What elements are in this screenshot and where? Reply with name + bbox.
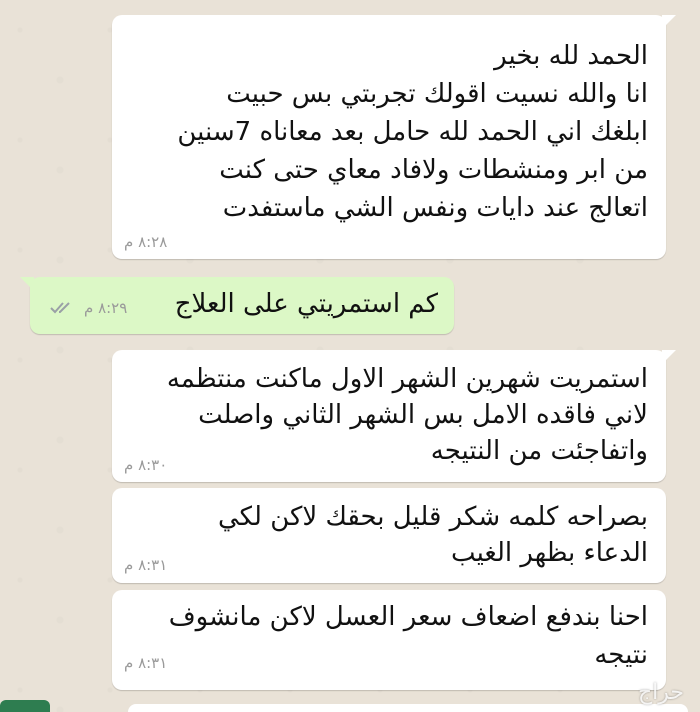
message-line: استمريت شهرين الشهر الاول ماكنت منتظمه (166, 364, 648, 394)
message-line: الدعاء بظهر الغيب (451, 538, 648, 568)
message-line: احنا بندفع اضعاف سعر العسل لاكن مانشوف (168, 602, 648, 632)
watermark-logo: حراج (637, 680, 684, 705)
message-line: اتعالج عند دايات ونفس الشي ماستفدت (222, 193, 648, 223)
bubble-tail (662, 350, 676, 364)
message-line: الحمد لله بخير (494, 41, 648, 71)
message-bubble-outgoing[interactable] (30, 277, 454, 334)
message-line: لاني فاقده الامل بس الشهر الثاني واصلت (198, 400, 648, 430)
message-timestamp: ٨:٢٩ م (84, 299, 128, 317)
next-message-bubble-incoming-partial[interactable] (128, 704, 688, 712)
message-line: نتيجه (594, 640, 648, 670)
message-bubble-incoming[interactable] (112, 488, 666, 583)
message-line: ابلغك اني الحمد لله حامل بعد معاناه 7سنين (177, 117, 648, 147)
message-timestamp: ٨:٣١ م (124, 556, 168, 574)
message-line: بصراحه كلمه شكر قليل بحقك لاكن لكي (217, 502, 648, 532)
message-line: من ابر ومنشطات ولافاد معاي حتى كنت (219, 155, 648, 185)
bubble-tail (662, 15, 676, 29)
message-line: كم استمريتي على العلاج (174, 289, 438, 319)
message-bubble-incoming[interactable] (112, 350, 666, 482)
message-timestamp: ٨:٣١ م (124, 654, 168, 672)
message-bubble-incoming[interactable] (112, 15, 666, 259)
message-timestamp: ٨:٣٠ م (124, 456, 168, 474)
message-timestamp: ٨:٢٨ م (124, 233, 168, 251)
read-receipt-icon (50, 301, 76, 315)
message-bubble-incoming[interactable] (112, 590, 666, 690)
message-line: واتفاجئت من النتيجه (430, 436, 648, 466)
bubble-tail (20, 277, 34, 291)
message-line: انا والله نسيت اقولك تجربتي بس حبيت (226, 79, 648, 109)
next-message-bubble-outgoing-partial[interactable] (0, 700, 50, 712)
